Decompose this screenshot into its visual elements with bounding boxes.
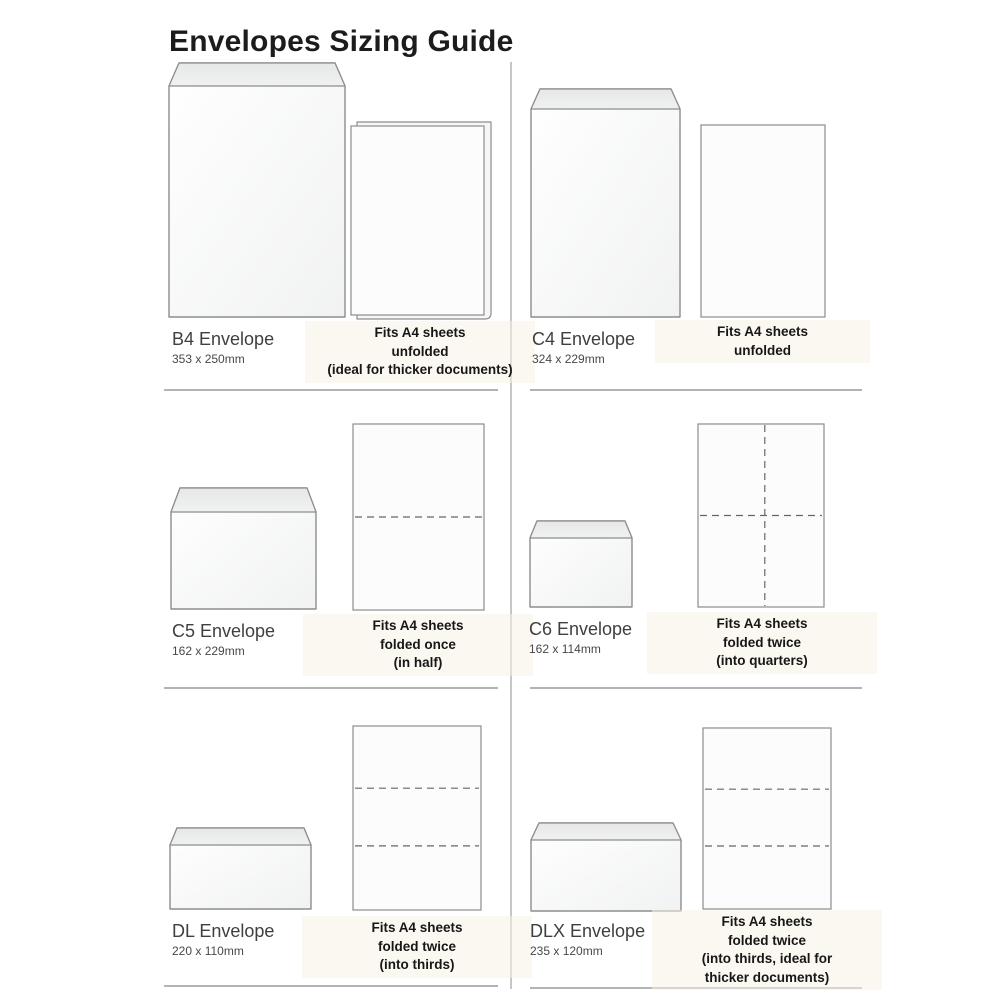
dl-envelope-name: DL Envelope <box>172 921 275 941</box>
caption-line: Fits A4 sheets <box>716 324 809 339</box>
row-divider <box>164 389 498 391</box>
dlx-envelope-dimensions: 235 x 120mm <box>530 944 603 958</box>
caption-line: (into thirds) <box>379 957 455 972</box>
dlx-a4-paper-illustration <box>702 727 832 910</box>
c4-a4-paper-illustration <box>700 124 826 318</box>
dl-caption <box>302 916 532 978</box>
caption-line: thicker documents) <box>704 969 830 985</box>
caption-line: folded twice <box>722 634 801 650</box>
c4-envelope-dimensions: 324 x 229mm <box>532 352 605 366</box>
c6-caption <box>647 612 877 674</box>
caption-line: Fits A4 sheets <box>716 616 808 631</box>
caption-line: unfolded <box>734 342 791 358</box>
caption-line: Fits A4 sheets <box>371 920 463 935</box>
dlx-envelope-illustration <box>530 822 682 912</box>
c5-label <box>172 621 275 658</box>
caption-line: folded once <box>380 636 456 652</box>
caption-line: (in half) <box>393 655 443 670</box>
b4-caption <box>305 321 535 383</box>
dl-label <box>172 921 274 958</box>
b4-a4-paper-stack-illustration <box>350 121 492 320</box>
dl-a4-paper-illustration <box>352 725 482 911</box>
dlx-caption <box>652 910 882 990</box>
b4-envelope-illustration <box>168 62 346 318</box>
dlx-envelope-name: DLX Envelope <box>530 921 646 941</box>
b4-label <box>172 329 274 366</box>
c6-envelope-name: C6 Envelope <box>529 619 633 639</box>
c4-envelope-name: C4 Envelope <box>532 329 636 349</box>
page-title: Envelopes Sizing Guide <box>169 25 514 59</box>
c5-envelope-dimensions: 162 x 229mm <box>172 644 245 658</box>
caption-line: folded twice <box>727 932 806 948</box>
caption-line: folded twice <box>377 938 456 954</box>
c6-envelope-illustration <box>529 520 633 608</box>
row-divider <box>530 389 862 391</box>
row-divider <box>530 687 862 689</box>
caption-line: Fits A4 sheets <box>374 325 466 340</box>
row-divider <box>164 687 498 689</box>
c4-caption <box>655 320 870 363</box>
dlx-label <box>530 921 645 958</box>
dl-envelope-illustration <box>169 827 312 910</box>
column-divider <box>510 62 512 989</box>
caption-line: (ideal for thicker documents) <box>327 362 513 377</box>
caption-line: unfolded <box>391 343 449 359</box>
c6-envelope-dimensions: 162 x 114mm <box>529 642 601 656</box>
c5-caption <box>303 614 533 676</box>
caption-line: Fits A4 sheets <box>372 618 464 633</box>
dl-envelope-dimensions: 220 x 110mm <box>172 944 244 958</box>
c5-envelope-name: C5 Envelope <box>172 621 276 641</box>
c6-a4-paper-illustration <box>697 423 825 608</box>
b4-envelope-name: B4 Envelope <box>172 329 275 349</box>
c4-label <box>532 329 635 366</box>
c5-envelope-illustration <box>170 487 317 610</box>
caption-line: Fits A4 sheets <box>721 914 813 929</box>
row-divider <box>164 985 498 987</box>
c5-a4-paper-illustration <box>352 423 485 611</box>
caption-line: (into quarters) <box>716 653 808 668</box>
caption-line: (into thirds, ideal for <box>701 951 833 966</box>
c4-envelope-illustration <box>530 88 681 318</box>
b4-envelope-dimensions: 353 x 250mm <box>172 352 245 366</box>
c6-label <box>529 619 632 656</box>
